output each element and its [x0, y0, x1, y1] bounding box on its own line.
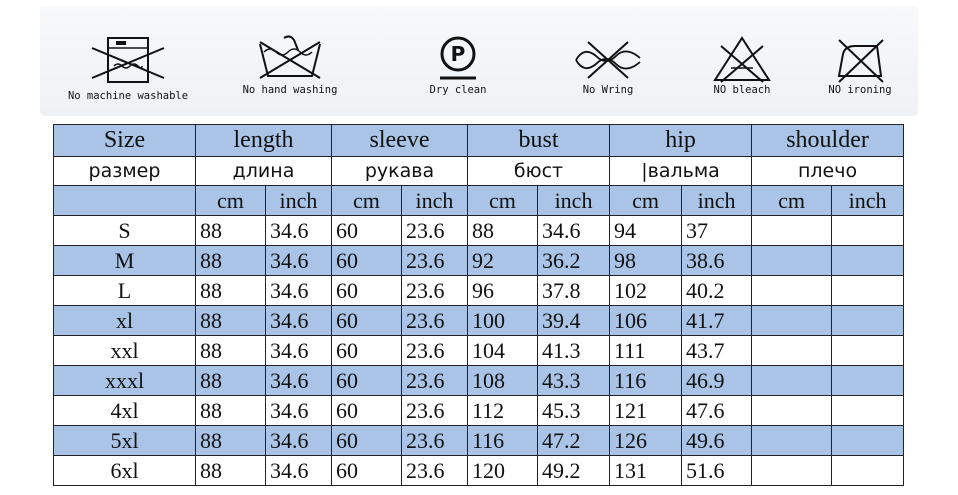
- table-row: [54, 336, 904, 366]
- table-cell: 88: [196, 216, 266, 246]
- no-ironing-icon: [825, 32, 895, 84]
- table-row: [54, 366, 904, 396]
- unit-cm: cm: [610, 186, 682, 216]
- header-bust: bust: [468, 125, 610, 157]
- care-item-no-hand-wash: [225, 32, 355, 96]
- table-cell: 45.3: [538, 396, 610, 426]
- care-instructions: [40, 6, 918, 116]
- table-cell: 23.6: [402, 216, 468, 246]
- table-cell: 121: [610, 396, 682, 426]
- care-label: NO ironing: [828, 84, 892, 96]
- unit-inch: inch: [538, 186, 610, 216]
- dry-clean-icon: [428, 32, 488, 84]
- table-cell: [832, 426, 904, 456]
- header-hip: hip: [610, 125, 752, 157]
- unit-inch: inch: [832, 186, 904, 216]
- table-cell: 60: [332, 366, 402, 396]
- table-row: [54, 396, 904, 426]
- table-cell: 111: [610, 336, 682, 366]
- table-cell: 106: [610, 306, 682, 336]
- care-label: No Wring: [582, 84, 634, 96]
- header-ru-length: длина: [196, 157, 332, 186]
- care-item-no-machine-wash: [58, 32, 198, 102]
- table-cell: 38.6: [682, 246, 752, 276]
- table-cell: 41.7: [682, 306, 752, 336]
- table-cell: 100: [468, 306, 538, 336]
- care-item-no-bleach: [692, 32, 792, 96]
- header-ru-hip: |вальма: [610, 157, 752, 186]
- table-cell: [752, 456, 832, 486]
- header-size: Size: [54, 125, 196, 157]
- table-cell: 23.6: [402, 306, 468, 336]
- table-cell: 88: [468, 216, 538, 246]
- size-label: xl: [54, 306, 196, 336]
- table-cell: [752, 426, 832, 456]
- svg-text:P: P: [450, 42, 466, 66]
- table-cell: 34.6: [266, 426, 332, 456]
- table-row: [54, 276, 904, 306]
- care-label: No machine washable: [67, 90, 189, 102]
- table-cell: 104: [468, 336, 538, 366]
- header-ru-sleeve: рукава: [332, 157, 468, 186]
- size-label: xxxl: [54, 366, 196, 396]
- table-cell: 23.6: [402, 456, 468, 486]
- table-cell: 88: [196, 456, 266, 486]
- size-label: 4xl: [54, 396, 196, 426]
- unit-cm: cm: [468, 186, 538, 216]
- table-cell: 43.3: [538, 366, 610, 396]
- size-label: 6xl: [54, 456, 196, 486]
- table-cell: 88: [196, 246, 266, 276]
- table-cell: 51.6: [682, 456, 752, 486]
- table-cell: 98: [610, 246, 682, 276]
- no-wring-icon: [568, 32, 648, 84]
- unit-inch: inch: [266, 186, 332, 216]
- care-item-no-wring: [558, 32, 658, 96]
- table-cell: [752, 216, 832, 246]
- table-cell: 92: [468, 246, 538, 276]
- table-cell: 102: [610, 276, 682, 306]
- table-cell: 34.6: [266, 396, 332, 426]
- units-blank: [54, 186, 196, 216]
- table-cell: 23.6: [402, 426, 468, 456]
- table-cell: 60: [332, 426, 402, 456]
- table-cell: 112: [468, 396, 538, 426]
- table-cell: 34.6: [266, 336, 332, 366]
- no-hand-wash-icon: [250, 32, 330, 84]
- table-cell: [832, 306, 904, 336]
- table-cell: [752, 246, 832, 276]
- table-cell: [832, 246, 904, 276]
- header-row: [54, 125, 904, 157]
- table-cell: 88: [196, 336, 266, 366]
- care-label: Dry clean: [429, 84, 487, 96]
- table-row: [54, 456, 904, 486]
- table-cell: [752, 396, 832, 426]
- table-row: [54, 246, 904, 276]
- table-cell: 41.3: [538, 336, 610, 366]
- size-label: 5xl: [54, 426, 196, 456]
- care-label: No hand washing: [242, 84, 338, 96]
- table-cell: 34.6: [266, 366, 332, 396]
- unit-cm: cm: [332, 186, 402, 216]
- table-cell: 108: [468, 366, 538, 396]
- size-label: M: [54, 246, 196, 276]
- table-cell: 116: [610, 366, 682, 396]
- table-cell: [832, 276, 904, 306]
- table-cell: [752, 276, 832, 306]
- table-cell: [752, 336, 832, 366]
- header-ru-bust: бюст: [468, 157, 610, 186]
- table-cell: 96: [468, 276, 538, 306]
- table-cell: 116: [468, 426, 538, 456]
- table-cell: [832, 366, 904, 396]
- no-machine-wash-icon: [88, 32, 168, 90]
- table-cell: 88: [196, 366, 266, 396]
- unit-cm: cm: [752, 186, 832, 216]
- care-item-dry-clean: [408, 32, 508, 96]
- header-sleeve: sleeve: [332, 125, 468, 157]
- table-cell: 34.6: [266, 276, 332, 306]
- table-cell: 23.6: [402, 366, 468, 396]
- table-cell: 88: [196, 276, 266, 306]
- table-cell: 88: [196, 306, 266, 336]
- care-label: NO bleach: [713, 84, 771, 96]
- table-row: [54, 426, 904, 456]
- header-shoulder: shoulder: [752, 125, 904, 157]
- header-ru-shoulder: плечо: [752, 157, 904, 186]
- table-cell: 36.2: [538, 246, 610, 276]
- table-cell: 37: [682, 216, 752, 246]
- unit-cm: cm: [196, 186, 266, 216]
- header-length: length: [196, 125, 332, 157]
- table-cell: 34.6: [266, 216, 332, 246]
- table-cell: 39.4: [538, 306, 610, 336]
- header-ru-size: размер: [54, 157, 196, 186]
- units-row: [54, 186, 904, 216]
- unit-inch: inch: [402, 186, 468, 216]
- table-cell: 37.8: [538, 276, 610, 306]
- table-cell: 47.2: [538, 426, 610, 456]
- table-cell: 60: [332, 276, 402, 306]
- size-label: L: [54, 276, 196, 306]
- table-cell: 23.6: [402, 276, 468, 306]
- table-cell: [752, 306, 832, 336]
- care-item-no-ironing: [810, 32, 910, 96]
- table-cell: [832, 396, 904, 426]
- table-cell: 88: [196, 426, 266, 456]
- table-cell: 120: [468, 456, 538, 486]
- table-cell: [752, 366, 832, 396]
- unit-inch: inch: [682, 186, 752, 216]
- table-cell: [832, 456, 904, 486]
- table-cell: 34.6: [266, 456, 332, 486]
- table-cell: 23.6: [402, 336, 468, 366]
- table-cell: [832, 336, 904, 366]
- table-cell: 49.2: [538, 456, 610, 486]
- table-cell: 60: [332, 456, 402, 486]
- table-row: [54, 306, 904, 336]
- table-cell: [832, 216, 904, 246]
- table-cell: 40.2: [682, 276, 752, 306]
- table-cell: 60: [332, 216, 402, 246]
- table-cell: 34.6: [538, 216, 610, 246]
- table-cell: 126: [610, 426, 682, 456]
- table-cell: 131: [610, 456, 682, 486]
- table-cell: 60: [332, 336, 402, 366]
- table-cell: 49.6: [682, 426, 752, 456]
- table-cell: 23.6: [402, 246, 468, 276]
- size-label: xxl: [54, 336, 196, 366]
- header-row-russian: [54, 157, 904, 186]
- table-cell: 60: [332, 306, 402, 336]
- size-chart-table: [53, 124, 904, 486]
- no-bleach-icon: [707, 32, 777, 84]
- size-label: S: [54, 216, 196, 246]
- table-cell: 60: [332, 396, 402, 426]
- table-cell: 46.9: [682, 366, 752, 396]
- table-cell: 34.6: [266, 306, 332, 336]
- table-cell: 94: [610, 216, 682, 246]
- table-cell: 23.6: [402, 396, 468, 426]
- table-row: [54, 216, 904, 246]
- table-cell: 43.7: [682, 336, 752, 366]
- table-cell: 47.6: [682, 396, 752, 426]
- table-cell: 60: [332, 246, 402, 276]
- table-cell: 34.6: [266, 246, 332, 276]
- table-cell: 88: [196, 396, 266, 426]
